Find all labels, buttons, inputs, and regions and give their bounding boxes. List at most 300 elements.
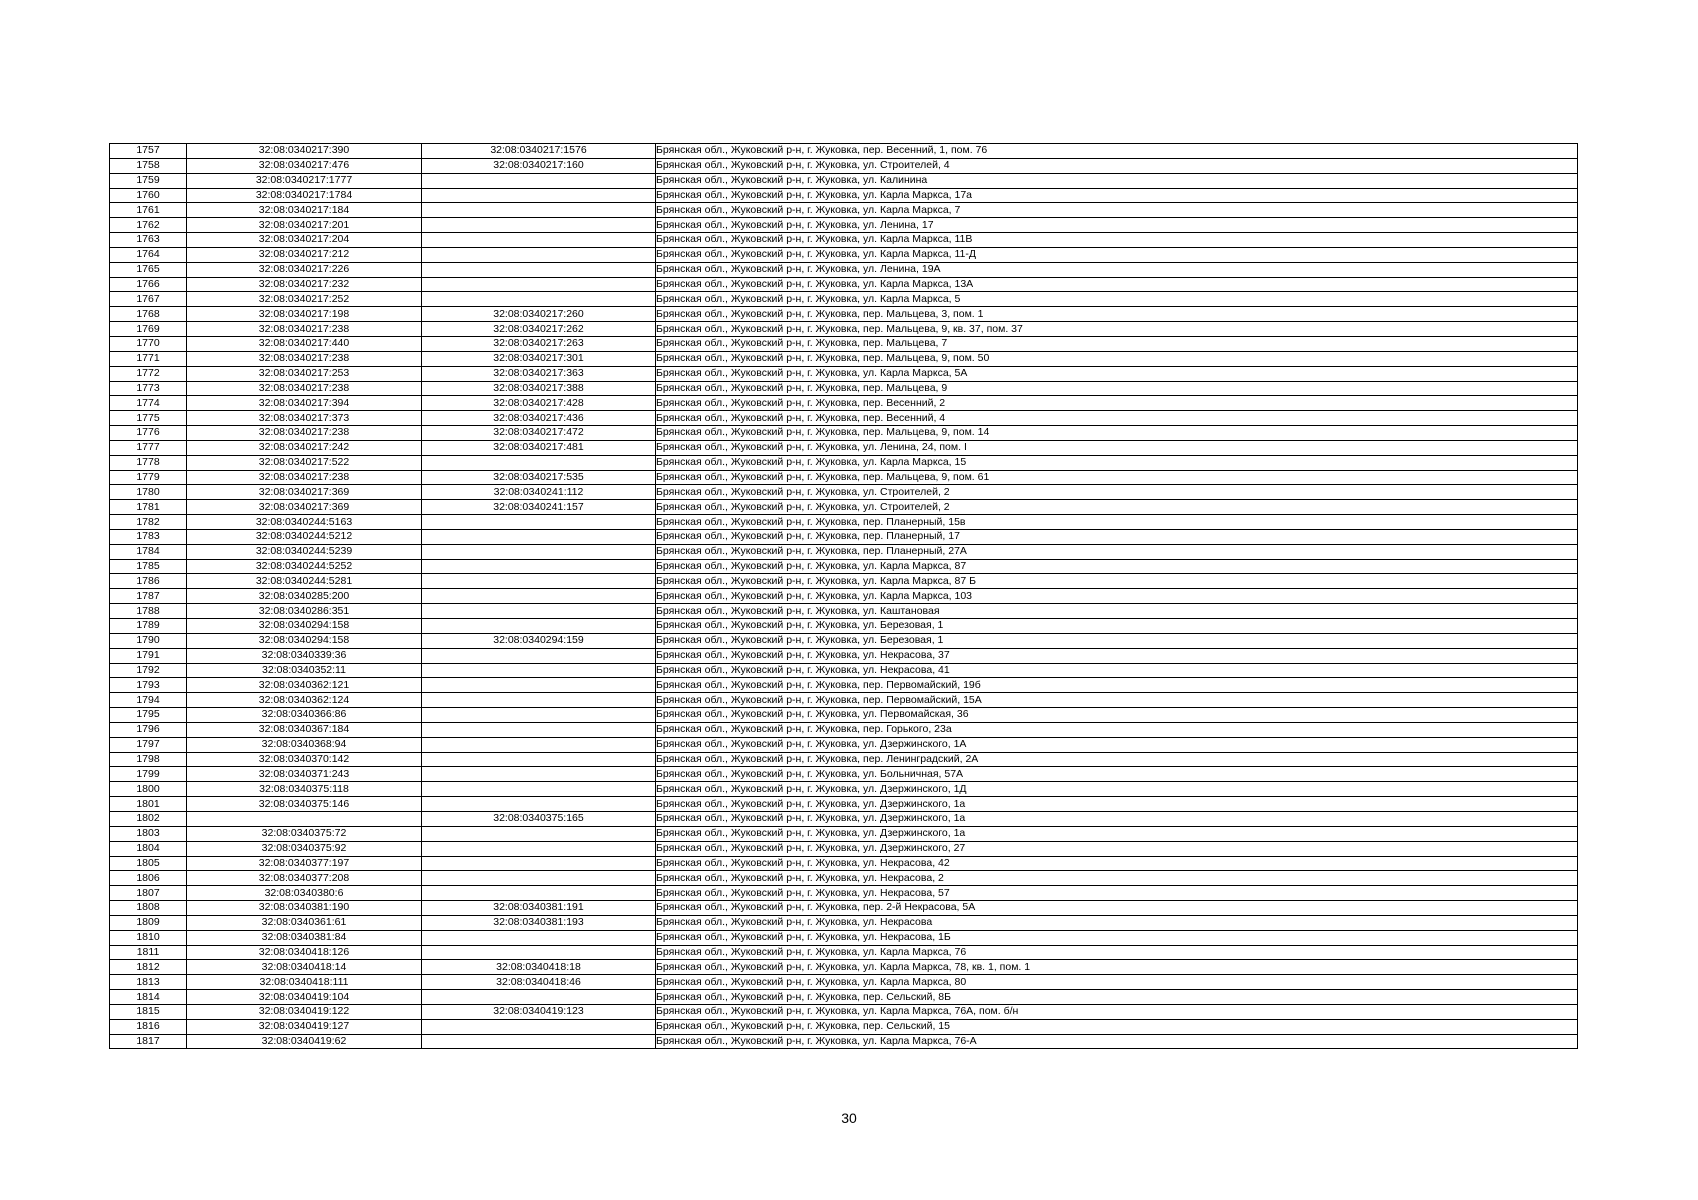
table-row [110,411,1578,426]
address-cell: Брянская обл., Жуковский р-н, г. Жуковка, пер. Горького, 23а [656,722,1578,737]
address-cell: Брянская обл., Жуковский р-н, г. Жуковка, ул. Некрасова, 1Б [656,930,1578,945]
building-cadastral-number-cell: 32:08:0340241:157 [422,500,656,515]
address-cell: Брянская обл., Жуковский р-н, г. Жуковка, ул. Карла Маркса, 76-А [656,1034,1578,1049]
row-number-cell: 1786 [110,574,187,589]
address-cell: Брянская обл., Жуковский р-н, г. Жуковка, ул. Карла Маркса, 80 [656,975,1578,990]
land-cadastral-number-cell: 32:08:0340285:200 [187,589,422,604]
table-row [110,604,1578,619]
building-cadastral-number-cell: 32:08:0340217:428 [422,396,656,411]
row-number-cell: 1815 [110,1004,187,1019]
row-number-cell: 1803 [110,826,187,841]
registry-table-body [110,144,1578,1049]
building-cadastral-number-cell: 32:08:0340418:46 [422,975,656,990]
table-row [110,589,1578,604]
building-cadastral-number-cell: 32:08:0340217:1576 [422,144,656,159]
table-row [110,336,1578,351]
address-cell: Брянская обл., Жуковский р-н, г. Жуковка, ул. Березовая, 1 [656,619,1578,634]
land-cadastral-number-cell: 32:08:0340286:351 [187,604,422,619]
address-cell: Брянская обл., Жуковский р-н, г. Жуковка, ул. Карла Маркса, 76 [656,945,1578,960]
row-number-cell: 1784 [110,544,187,559]
address-cell: Брянская обл., Жуковский р-н, г. Жуковка, пер. Мальцева, 9, пом. 50 [656,351,1578,366]
table-row [110,930,1578,945]
address-cell: Брянская обл., Жуковский р-н, г. Жуковка, ул. Карла Маркса, 7 [656,203,1578,218]
address-cell: Брянская обл., Жуковский р-н, г. Жуковка, пер. 2-й Некрасова, 5А [656,901,1578,916]
address-cell: Брянская обл., Жуковский р-н, г. Жуковка, пер. Планерный, 27А [656,544,1578,559]
land-cadastral-number-cell: 32:08:0340217:1784 [187,188,422,203]
building-cadastral-number-cell [422,529,656,544]
table-row [110,322,1578,337]
land-cadastral-number-cell: 32:08:0340217:476 [187,158,422,173]
row-number-cell: 1767 [110,292,187,307]
table-row [110,307,1578,322]
building-cadastral-number-cell: 32:08:0340217:301 [422,351,656,366]
address-cell: Брянская обл., Жуковский р-н, г. Жуковка, пер. Весенний, 1, пом. 76 [656,144,1578,159]
row-number-cell: 1781 [110,500,187,515]
table-row [110,945,1578,960]
land-cadastral-number-cell: 32:08:0340244:5281 [187,574,422,589]
table-row [110,247,1578,262]
row-number-cell: 1811 [110,945,187,960]
land-cadastral-number-cell: 32:08:0340217:226 [187,262,422,277]
building-cadastral-number-cell [422,515,656,530]
table-row [110,1019,1578,1034]
building-cadastral-number-cell [422,990,656,1005]
land-cadastral-number-cell: 32:08:0340217:238 [187,381,422,396]
row-number-cell: 1788 [110,604,187,619]
table-row [110,797,1578,812]
table-row [110,1034,1578,1049]
address-cell: Брянская обл., Жуковский р-н, г. Жуковка, ул. Карла Маркса, 11В [656,233,1578,248]
row-number-cell: 1768 [110,307,187,322]
table-row [110,440,1578,455]
row-number-cell: 1785 [110,559,187,574]
address-cell: Брянская обл., Жуковский р-н, г. Жуковка, пер. Планерный, 17 [656,529,1578,544]
building-cadastral-number-cell [422,1019,656,1034]
land-cadastral-number-cell: 32:08:0340244:5239 [187,544,422,559]
row-number-cell: 1798 [110,752,187,767]
table-row [110,782,1578,797]
registry-table [109,143,1578,1049]
table-row [110,500,1578,515]
table-row [110,633,1578,648]
table-row [110,529,1578,544]
row-number-cell: 1766 [110,277,187,292]
land-cadastral-number-cell: 32:08:0340367:184 [187,722,422,737]
building-cadastral-number-cell [422,722,656,737]
address-cell: Брянская обл., Жуковский р-н, г. Жуковка, ул. Карла Маркса, 103 [656,589,1578,604]
land-cadastral-number-cell: 32:08:0340339:36 [187,648,422,663]
land-cadastral-number-cell: 32:08:0340368:94 [187,737,422,752]
row-number-cell: 1777 [110,440,187,455]
building-cadastral-number-cell: 32:08:0340418:18 [422,960,656,975]
table-row [110,886,1578,901]
row-number-cell: 1802 [110,811,187,826]
land-cadastral-number-cell: 32:08:0340419:122 [187,1004,422,1019]
address-cell: Брянская обл., Жуковский р-н, г. Жуковка, пер. Весенний, 4 [656,411,1578,426]
land-cadastral-number-cell: 32:08:0340217:369 [187,500,422,515]
land-cadastral-number-cell: 32:08:0340362:124 [187,693,422,708]
address-cell: Брянская обл., Жуковский р-н, г. Жуковка, ул. Дзержинского, 1А [656,737,1578,752]
address-cell: Брянская обл., Жуковский р-н, г. Жуковка, пер. Сельский, 15 [656,1019,1578,1034]
building-cadastral-number-cell: 32:08:0340294:159 [422,633,656,648]
table-row [110,544,1578,559]
table-row [110,856,1578,871]
row-number-cell: 1764 [110,247,187,262]
address-cell: Брянская обл., Жуковский р-н, г. Жуковка, пер. Планерный, 15в [656,515,1578,530]
address-cell: Брянская обл., Жуковский р-н, г. Жуковка, ул. Строителей, 4 [656,158,1578,173]
address-cell: Брянская обл., Жуковский р-н, г. Жуковка, ул. Карла Маркса, 76А, пом. б/н [656,1004,1578,1019]
table-row [110,188,1578,203]
building-cadastral-number-cell: 32:08:0340217:388 [422,381,656,396]
building-cadastral-number-cell: 32:08:0340381:191 [422,901,656,916]
row-number-cell: 1776 [110,426,187,441]
land-cadastral-number-cell: 32:08:0340217:238 [187,470,422,485]
address-cell: Брянская обл., Жуковский р-н, г. Жуковка, ул. Каштановая [656,604,1578,619]
land-cadastral-number-cell: 32:08:0340352:11 [187,663,422,678]
land-cadastral-number-cell: 32:08:0340244:5163 [187,515,422,530]
building-cadastral-number-cell: 32:08:0340217:263 [422,336,656,351]
row-number-cell: 1806 [110,871,187,886]
address-cell: Брянская обл., Жуковский р-н, г. Жуковка, ул. Карла Маркса, 5А [656,366,1578,381]
building-cadastral-number-cell: 32:08:0340419:123 [422,1004,656,1019]
address-cell: Брянская обл., Жуковский р-н, г. Жуковка, ул. Некрасова, 37 [656,648,1578,663]
table-row [110,233,1578,248]
address-cell: Брянская обл., Жуковский р-н, г. Жуковка, ул. Карла Маркса, 5 [656,292,1578,307]
address-cell: Брянская обл., Жуковский р-н, г. Жуковка, пер. Ленинградский, 2А [656,752,1578,767]
land-cadastral-number-cell: 32:08:0340419:62 [187,1034,422,1049]
building-cadastral-number-cell: 32:08:0340375:165 [422,811,656,826]
land-cadastral-number-cell: 32:08:0340418:126 [187,945,422,960]
table-row [110,574,1578,589]
table-row [110,841,1578,856]
address-cell: Брянская обл., Жуковский р-н, г. Жуковка, ул. Карла Маркса, 15 [656,455,1578,470]
building-cadastral-number-cell [422,841,656,856]
land-cadastral-number-cell: 32:08:0340217:238 [187,426,422,441]
table-row [110,173,1578,188]
land-cadastral-number-cell: 32:08:0340381:190 [187,901,422,916]
table-row [110,752,1578,767]
address-cell: Брянская обл., Жуковский р-н, г. Жуковка, ул. Дзержинского, 1Д [656,782,1578,797]
row-number-cell: 1774 [110,396,187,411]
row-number-cell: 1800 [110,782,187,797]
land-cadastral-number-cell: 32:08:0340217:242 [187,440,422,455]
building-cadastral-number-cell: 32:08:0340217:262 [422,322,656,337]
address-cell: Брянская обл., Жуковский р-н, г. Жуковка, пер. Мальцева, 9, кв. 37, пом. 37 [656,322,1578,337]
building-cadastral-number-cell: 32:08:0340217:472 [422,426,656,441]
row-number-cell: 1759 [110,173,187,188]
land-cadastral-number-cell: 32:08:0340217:238 [187,351,422,366]
land-cadastral-number-cell: 32:08:0340217:201 [187,218,422,233]
building-cadastral-number-cell [422,455,656,470]
address-cell: Брянская обл., Жуковский р-н, г. Жуковка, пер. Весенний, 2 [656,396,1578,411]
table-row [110,262,1578,277]
building-cadastral-number-cell [422,797,656,812]
land-cadastral-number-cell: 32:08:0340375:146 [187,797,422,812]
page-number: 30 [841,1110,857,1126]
table-row [110,678,1578,693]
row-number-cell: 1769 [110,322,187,337]
row-number-cell: 1817 [110,1034,187,1049]
table-row [110,515,1578,530]
address-cell: Брянская обл., Жуковский р-н, г. Жуковка, ул. Дзержинского, 1а [656,826,1578,841]
row-number-cell: 1799 [110,767,187,782]
building-cadastral-number-cell [422,262,656,277]
table-row [110,351,1578,366]
land-cadastral-number-cell: 32:08:0340371:243 [187,767,422,782]
building-cadastral-number-cell [422,619,656,634]
address-cell: Брянская обл., Жуковский р-н, г. Жуковка, ул. Березовая, 1 [656,633,1578,648]
row-number-cell: 1773 [110,381,187,396]
building-cadastral-number-cell [422,737,656,752]
row-number-cell: 1809 [110,915,187,930]
table-row [110,663,1578,678]
table-row [110,871,1578,886]
address-cell: Брянская обл., Жуковский р-н, г. Жуковка, пер. Мальцева, 7 [656,336,1578,351]
row-number-cell: 1771 [110,351,187,366]
address-cell: Брянская обл., Жуковский р-н, г. Жуковка, ул. Дзержинского, 27 [656,841,1578,856]
building-cadastral-number-cell [422,292,656,307]
land-cadastral-number-cell: 32:08:0340217:232 [187,277,422,292]
table-row [110,144,1578,159]
land-cadastral-number-cell: 32:08:0340244:5252 [187,559,422,574]
address-cell: Брянская обл., Жуковский р-н, г. Жуковка, ул. Ленина, 17 [656,218,1578,233]
row-number-cell: 1782 [110,515,187,530]
table-row [110,619,1578,634]
land-cadastral-number-cell: 32:08:0340217:253 [187,366,422,381]
table-row [110,470,1578,485]
building-cadastral-number-cell [422,589,656,604]
building-cadastral-number-cell [422,945,656,960]
table-row [110,737,1578,752]
table-row [110,455,1578,470]
row-number-cell: 1762 [110,218,187,233]
land-cadastral-number-cell: 32:08:0340366:86 [187,708,422,723]
row-number-cell: 1814 [110,990,187,1005]
land-cadastral-number-cell: 32:08:0340381:84 [187,930,422,945]
land-cadastral-number-cell: 32:08:0340217:198 [187,307,422,322]
building-cadastral-number-cell [422,752,656,767]
land-cadastral-number-cell: 32:08:0340419:104 [187,990,422,1005]
building-cadastral-number-cell [422,871,656,886]
building-cadastral-number-cell [422,663,656,678]
land-cadastral-number-cell: 32:08:0340418:111 [187,975,422,990]
building-cadastral-number-cell [422,678,656,693]
building-cadastral-number-cell [422,247,656,262]
row-number-cell: 1797 [110,737,187,752]
land-cadastral-number-cell: 32:08:0340375:92 [187,841,422,856]
building-cadastral-number-cell [422,1034,656,1049]
table-row [110,1004,1578,1019]
address-cell: Брянская обл., Жуковский р-н, г. Жуковка, пер. Мальцева, 9, пом. 14 [656,426,1578,441]
land-cadastral-number-cell: 32:08:0340217:252 [187,292,422,307]
table-row [110,396,1578,411]
row-number-cell: 1795 [110,708,187,723]
table-row [110,381,1578,396]
building-cadastral-number-cell [422,767,656,782]
land-cadastral-number-cell: 32:08:0340244:5212 [187,529,422,544]
row-number-cell: 1812 [110,960,187,975]
table-row [110,292,1578,307]
building-cadastral-number-cell [422,233,656,248]
row-number-cell: 1816 [110,1019,187,1034]
building-cadastral-number-cell: 32:08:0340217:160 [422,158,656,173]
building-cadastral-number-cell: 32:08:0340381:193 [422,915,656,930]
row-number-cell: 1794 [110,693,187,708]
land-cadastral-number-cell: 32:08:0340377:208 [187,871,422,886]
building-cadastral-number-cell [422,188,656,203]
address-cell: Брянская обл., Жуковский р-н, г. Жуковка, ул. Ленина, 24, пом. I [656,440,1578,455]
table-row [110,708,1578,723]
row-number-cell: 1796 [110,722,187,737]
land-cadastral-number-cell: 32:08:0340380:6 [187,886,422,901]
building-cadastral-number-cell: 32:08:0340241:112 [422,485,656,500]
building-cadastral-number-cell [422,708,656,723]
table-row [110,915,1578,930]
building-cadastral-number-cell [422,856,656,871]
land-cadastral-number-cell: 32:08:0340370:142 [187,752,422,767]
table-row [110,648,1578,663]
building-cadastral-number-cell [422,648,656,663]
land-cadastral-number-cell: 32:08:0340294:158 [187,633,422,648]
building-cadastral-number-cell [422,544,656,559]
land-cadastral-number-cell: 32:08:0340217:204 [187,233,422,248]
land-cadastral-number-cell [187,811,422,826]
building-cadastral-number-cell [422,203,656,218]
address-cell: Брянская обл., Жуковский р-н, г. Жуковка, ул. Больничная, 57А [656,767,1578,782]
address-cell: Брянская обл., Жуковский р-н, г. Жуковка, ул. Карла Маркса, 13А [656,277,1578,292]
building-cadastral-number-cell [422,886,656,901]
row-number-cell: 1793 [110,678,187,693]
row-number-cell: 1789 [110,619,187,634]
table-row [110,975,1578,990]
table-row [110,901,1578,916]
table-row [110,203,1578,218]
row-number-cell: 1758 [110,158,187,173]
building-cadastral-number-cell [422,930,656,945]
address-cell: Брянская обл., Жуковский р-н, г. Жуковка, ул. Строителей, 2 [656,500,1578,515]
land-cadastral-number-cell: 32:08:0340217:394 [187,396,422,411]
address-cell: Брянская обл., Жуковский р-н, г. Жуковка, ул. Некрасова, 57 [656,886,1578,901]
address-cell: Брянская обл., Жуковский р-н, г. Жуковка, ул. Дзержинского, 1а [656,811,1578,826]
row-number-cell: 1757 [110,144,187,159]
building-cadastral-number-cell: 32:08:0340217:260 [422,307,656,322]
row-number-cell: 1779 [110,470,187,485]
table-row [110,693,1578,708]
building-cadastral-number-cell [422,559,656,574]
land-cadastral-number-cell: 32:08:0340217:1777 [187,173,422,188]
row-number-cell: 1783 [110,529,187,544]
table-row [110,426,1578,441]
land-cadastral-number-cell: 32:08:0340217:440 [187,336,422,351]
address-cell: Брянская обл., Жуковский р-н, г. Жуковка, ул. Некрасова, 2 [656,871,1578,886]
building-cadastral-number-cell [422,604,656,619]
row-number-cell: 1778 [110,455,187,470]
building-cadastral-number-cell [422,574,656,589]
land-cadastral-number-cell: 32:08:0340418:14 [187,960,422,975]
row-number-cell: 1805 [110,856,187,871]
building-cadastral-number-cell [422,218,656,233]
building-cadastral-number-cell: 32:08:0340217:363 [422,366,656,381]
land-cadastral-number-cell: 32:08:0340362:121 [187,678,422,693]
address-cell: Брянская обл., Жуковский р-н, г. Жуковка, ул. Карла Маркса, 87 [656,559,1578,574]
row-number-cell: 1804 [110,841,187,856]
address-cell: Брянская обл., Жуковский р-н, г. Жуковка, пер. Мальцева, 9, пом. 61 [656,470,1578,485]
address-cell: Брянская обл., Жуковский р-н, г. Жуковка, ул. Карла Маркса, 87 Б [656,574,1578,589]
row-number-cell: 1770 [110,336,187,351]
address-cell: Брянская обл., Жуковский р-н, г. Жуковка, ул. Некрасова, 42 [656,856,1578,871]
table-row [110,960,1578,975]
address-cell: Брянская обл., Жуковский р-н, г. Жуковка, ул. Карла Маркса, 11-Д [656,247,1578,262]
row-number-cell: 1810 [110,930,187,945]
table-row [110,366,1578,381]
row-number-cell: 1801 [110,797,187,812]
land-cadastral-number-cell: 32:08:0340217:369 [187,485,422,500]
building-cadastral-number-cell [422,782,656,797]
building-cadastral-number-cell [422,173,656,188]
land-cadastral-number-cell: 32:08:0340217:238 [187,322,422,337]
land-cadastral-number-cell: 32:08:0340217:373 [187,411,422,426]
address-cell: Брянская обл., Жуковский р-н, г. Жуковка, ул. Некрасова, 41 [656,663,1578,678]
address-cell: Брянская обл., Жуковский р-н, г. Жуковка, пер. Мальцева, 3, пом. 1 [656,307,1578,322]
row-number-cell: 1813 [110,975,187,990]
address-cell: Брянская обл., Жуковский р-н, г. Жуковка, ул. Первомайская, 36 [656,708,1578,723]
row-number-cell: 1761 [110,203,187,218]
address-cell: Брянская обл., Жуковский р-н, г. Жуковка, ул. Дзержинского, 1а [656,797,1578,812]
table-row [110,990,1578,1005]
row-number-cell: 1775 [110,411,187,426]
table-row [110,158,1578,173]
address-cell: Брянская обл., Жуковский р-н, г. Жуковка, пер. Первомайский, 19б [656,678,1578,693]
row-number-cell: 1807 [110,886,187,901]
building-cadastral-number-cell [422,693,656,708]
table-row [110,218,1578,233]
land-cadastral-number-cell: 32:08:0340217:212 [187,247,422,262]
row-number-cell: 1772 [110,366,187,381]
row-number-cell: 1765 [110,262,187,277]
building-cadastral-number-cell: 32:08:0340217:481 [422,440,656,455]
row-number-cell: 1790 [110,633,187,648]
address-cell: Брянская обл., Жуковский р-н, г. Жуковка, ул. Карла Маркса, 17а [656,188,1578,203]
building-cadastral-number-cell [422,277,656,292]
building-cadastral-number-cell [422,826,656,841]
address-cell: Брянская обл., Жуковский р-н, г. Жуковка, ул. Строителей, 2 [656,485,1578,500]
row-number-cell: 1787 [110,589,187,604]
table-row [110,722,1578,737]
table-row [110,277,1578,292]
land-cadastral-number-cell: 32:08:0340217:522 [187,455,422,470]
row-number-cell: 1792 [110,663,187,678]
row-number-cell: 1763 [110,233,187,248]
address-cell: Брянская обл., Жуковский р-н, г. Жуковка, ул. Карла Маркса, 78, кв. 1, пом. 1 [656,960,1578,975]
land-cadastral-number-cell: 32:08:0340375:118 [187,782,422,797]
address-cell: Брянская обл., Жуковский р-н, г. Жуковка, ул. Калинина [656,173,1578,188]
address-cell: Брянская обл., Жуковский р-н, г. Жуковка, ул. Ленина, 19А [656,262,1578,277]
table-row [110,826,1578,841]
address-cell: Брянская обл., Жуковский р-н, г. Жуковка, ул. Некрасова [656,915,1578,930]
row-number-cell: 1808 [110,901,187,916]
address-cell: Брянская обл., Жуковский р-н, г. Жуковка, пер. Мальцева, 9 [656,381,1578,396]
table-row [110,811,1578,826]
row-number-cell: 1760 [110,188,187,203]
land-cadastral-number-cell: 32:08:0340361:61 [187,915,422,930]
land-cadastral-number-cell: 32:08:0340217:390 [187,144,422,159]
land-cadastral-number-cell: 32:08:0340375:72 [187,826,422,841]
table-row [110,767,1578,782]
land-cadastral-number-cell: 32:08:0340377:197 [187,856,422,871]
building-cadastral-number-cell: 32:08:0340217:535 [422,470,656,485]
land-cadastral-number-cell: 32:08:0340217:184 [187,203,422,218]
row-number-cell: 1791 [110,648,187,663]
